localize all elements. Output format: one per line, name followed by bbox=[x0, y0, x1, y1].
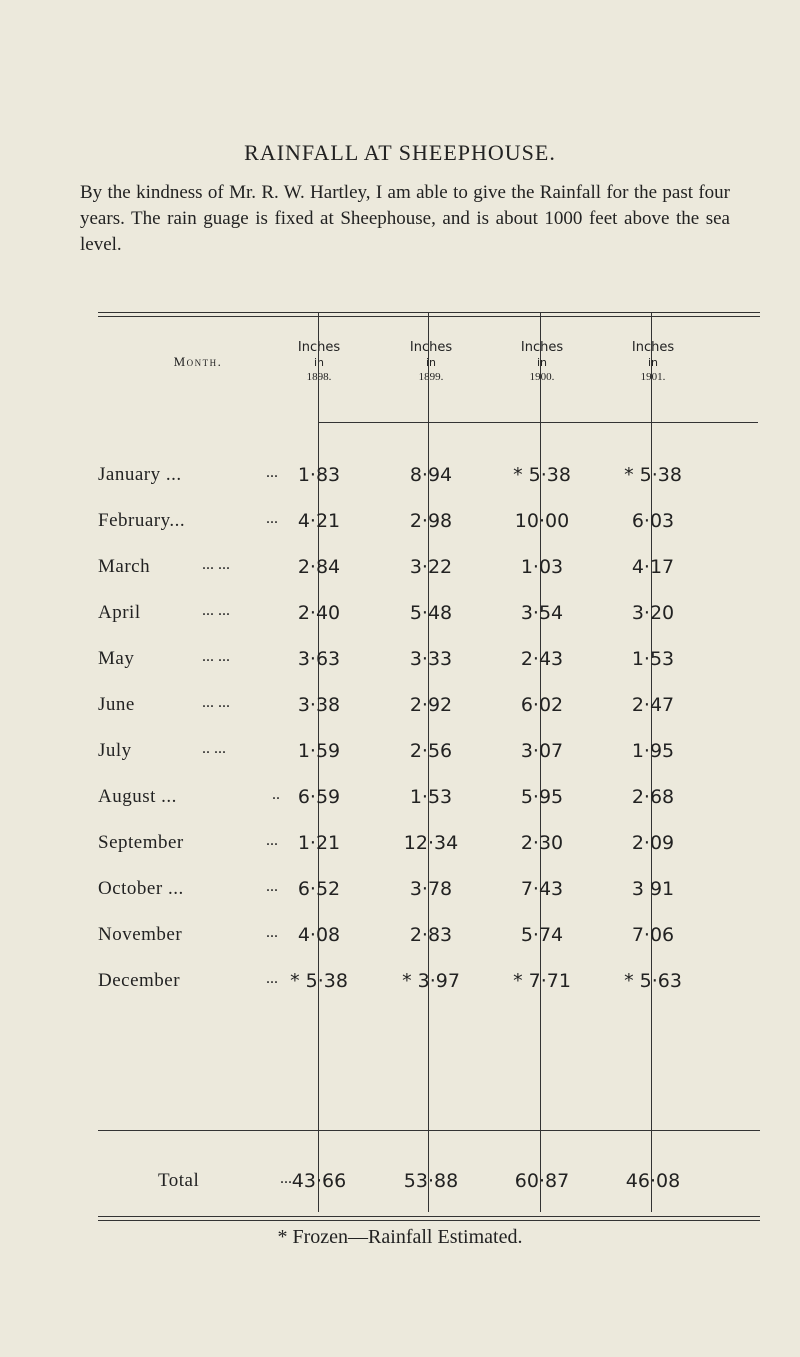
value-1899: * 3·97 bbox=[402, 970, 460, 992]
value-1898: 4·08 bbox=[297, 924, 341, 946]
value-1899: 12·34 bbox=[403, 832, 459, 854]
rainfall-table bbox=[98, 312, 760, 1312]
value-1901: 1·53 bbox=[631, 648, 675, 670]
month-label: June bbox=[98, 694, 135, 715]
value-1898: 6·52 bbox=[297, 878, 341, 900]
leader-dots: ... ... bbox=[202, 694, 230, 711]
footnote: * Frozen—Rainfall Estimated. bbox=[277, 1226, 523, 1248]
column-header-1900: Inches in 1900. bbox=[520, 340, 564, 383]
value-1900: 1·03 bbox=[520, 556, 564, 578]
month-label: February... bbox=[98, 510, 186, 531]
value-1901: 3·20 bbox=[631, 602, 675, 624]
value-1899: 2·83 bbox=[409, 924, 453, 946]
table-row bbox=[98, 878, 760, 908]
leader-dots: ... ... bbox=[202, 648, 230, 665]
table-row bbox=[98, 740, 760, 770]
month-label: August ... bbox=[98, 786, 177, 807]
table-row bbox=[98, 510, 760, 540]
value-1900: 2·30 bbox=[520, 832, 564, 854]
value-1898: 2·40 bbox=[297, 602, 341, 624]
value-1901: 7·06 bbox=[631, 924, 675, 946]
leader-dots: .. bbox=[272, 786, 280, 803]
table-row bbox=[98, 924, 760, 954]
value-1900: 6·02 bbox=[520, 694, 564, 716]
value-1900: * 7·71 bbox=[513, 970, 571, 992]
table-row bbox=[98, 648, 760, 678]
leader-dots: ... ... bbox=[202, 602, 230, 619]
total-top-rule bbox=[98, 1130, 760, 1131]
table-row bbox=[98, 832, 760, 862]
value-1899: 2·98 bbox=[409, 510, 453, 532]
value-1901: 3 91 bbox=[631, 878, 675, 900]
month-label: March bbox=[98, 556, 151, 577]
leader-dots: ... bbox=[266, 878, 278, 895]
table-bottom-rule-2 bbox=[98, 1220, 760, 1221]
value-1900: 10·00 bbox=[514, 510, 570, 532]
month-label: January ... bbox=[98, 464, 182, 485]
total-label: Total bbox=[158, 1170, 200, 1191]
value-1899: 2·56 bbox=[409, 740, 453, 762]
table-row bbox=[98, 694, 760, 724]
value-1899: 5·48 bbox=[409, 602, 453, 624]
total-1900: 60·87 bbox=[514, 1170, 570, 1192]
leader-dots: ... bbox=[266, 924, 278, 941]
intro-paragraph: By the kindness of Mr. R. W. Hartley, I am able to give the Rainfall for the past four years. The rain guage is fixed at Sheephouse, and is about 1000 feet above the sea level. bbox=[80, 182, 730, 255]
month-label: April bbox=[98, 602, 141, 623]
value-1900: 3·54 bbox=[520, 602, 564, 624]
value-1898: 3·63 bbox=[297, 648, 341, 670]
leader-dots: ... bbox=[280, 1170, 292, 1187]
value-1899: 3·78 bbox=[409, 878, 453, 900]
value-1901: 2·47 bbox=[631, 694, 675, 716]
month-label: July bbox=[98, 740, 132, 761]
total-1898: 43·66 bbox=[291, 1170, 347, 1192]
value-1898: 3·38 bbox=[297, 694, 341, 716]
leader-dots: ... bbox=[266, 832, 278, 849]
table-row bbox=[98, 556, 760, 586]
month-label: October ... bbox=[98, 878, 184, 899]
value-1900: 7·43 bbox=[520, 878, 564, 900]
table-row bbox=[98, 786, 760, 816]
leader-dots: ... bbox=[266, 464, 278, 481]
month-label: December bbox=[98, 970, 181, 991]
table-row bbox=[98, 464, 760, 494]
month-label: November bbox=[98, 924, 183, 945]
value-1900: 3·07 bbox=[520, 740, 564, 762]
total-1901: 46·08 bbox=[625, 1170, 681, 1192]
value-1901: 2·09 bbox=[631, 832, 675, 854]
value-1901: 1·95 bbox=[631, 740, 675, 762]
value-1898: 1·83 bbox=[297, 464, 341, 486]
value-1898: 1·21 bbox=[297, 832, 341, 854]
column-header-1899: Inches in 1899. bbox=[409, 340, 453, 383]
total-1899: 53·88 bbox=[403, 1170, 459, 1192]
value-1898: * 5·38 bbox=[290, 970, 348, 992]
value-1900: 2·43 bbox=[520, 648, 564, 670]
value-1898: 1·59 bbox=[297, 740, 341, 762]
value-1898: 4·21 bbox=[297, 510, 341, 532]
value-1899: 2·92 bbox=[409, 694, 453, 716]
value-1899: 3·22 bbox=[409, 556, 453, 578]
value-1899: 1·53 bbox=[409, 786, 453, 808]
value-1900: 5·95 bbox=[520, 786, 564, 808]
table-row bbox=[98, 970, 760, 1000]
value-1899: 8·94 bbox=[409, 464, 453, 486]
page-title: RAINFALL AT SHEEPHOUSE. bbox=[244, 140, 556, 165]
column-header-1898: Inches in 1898. bbox=[297, 340, 341, 383]
month-label: September bbox=[98, 832, 184, 853]
value-1901: 2·68 bbox=[631, 786, 675, 808]
value-1901: * 5·38 bbox=[624, 464, 682, 486]
leader-dots: ... ... bbox=[202, 556, 230, 573]
leader-dots: ... bbox=[266, 510, 278, 527]
leader-dots: .. ... bbox=[202, 740, 226, 757]
value-1900: * 5·38 bbox=[513, 464, 571, 486]
value-1901: * 5·63 bbox=[624, 970, 682, 992]
table-bottom-rule bbox=[98, 1216, 760, 1217]
leader-dots: ... bbox=[266, 970, 278, 987]
value-1899: 3·33 bbox=[409, 648, 453, 670]
total-row bbox=[98, 1170, 760, 1200]
table-top-rule-2 bbox=[98, 316, 760, 317]
header-bottom-rule bbox=[318, 422, 758, 423]
value-1898: 6·59 bbox=[297, 786, 341, 808]
value-1901: 6·03 bbox=[631, 510, 675, 532]
table-row bbox=[98, 602, 760, 632]
column-header-1901: Inches in 1901. bbox=[631, 340, 675, 383]
value-1900: 5·74 bbox=[520, 924, 564, 946]
value-1898: 2·84 bbox=[297, 556, 341, 578]
table-top-rule bbox=[98, 312, 760, 313]
month-label: May bbox=[98, 648, 135, 669]
value-1901: 4·17 bbox=[631, 556, 675, 578]
month-header: Month. bbox=[173, 354, 223, 369]
